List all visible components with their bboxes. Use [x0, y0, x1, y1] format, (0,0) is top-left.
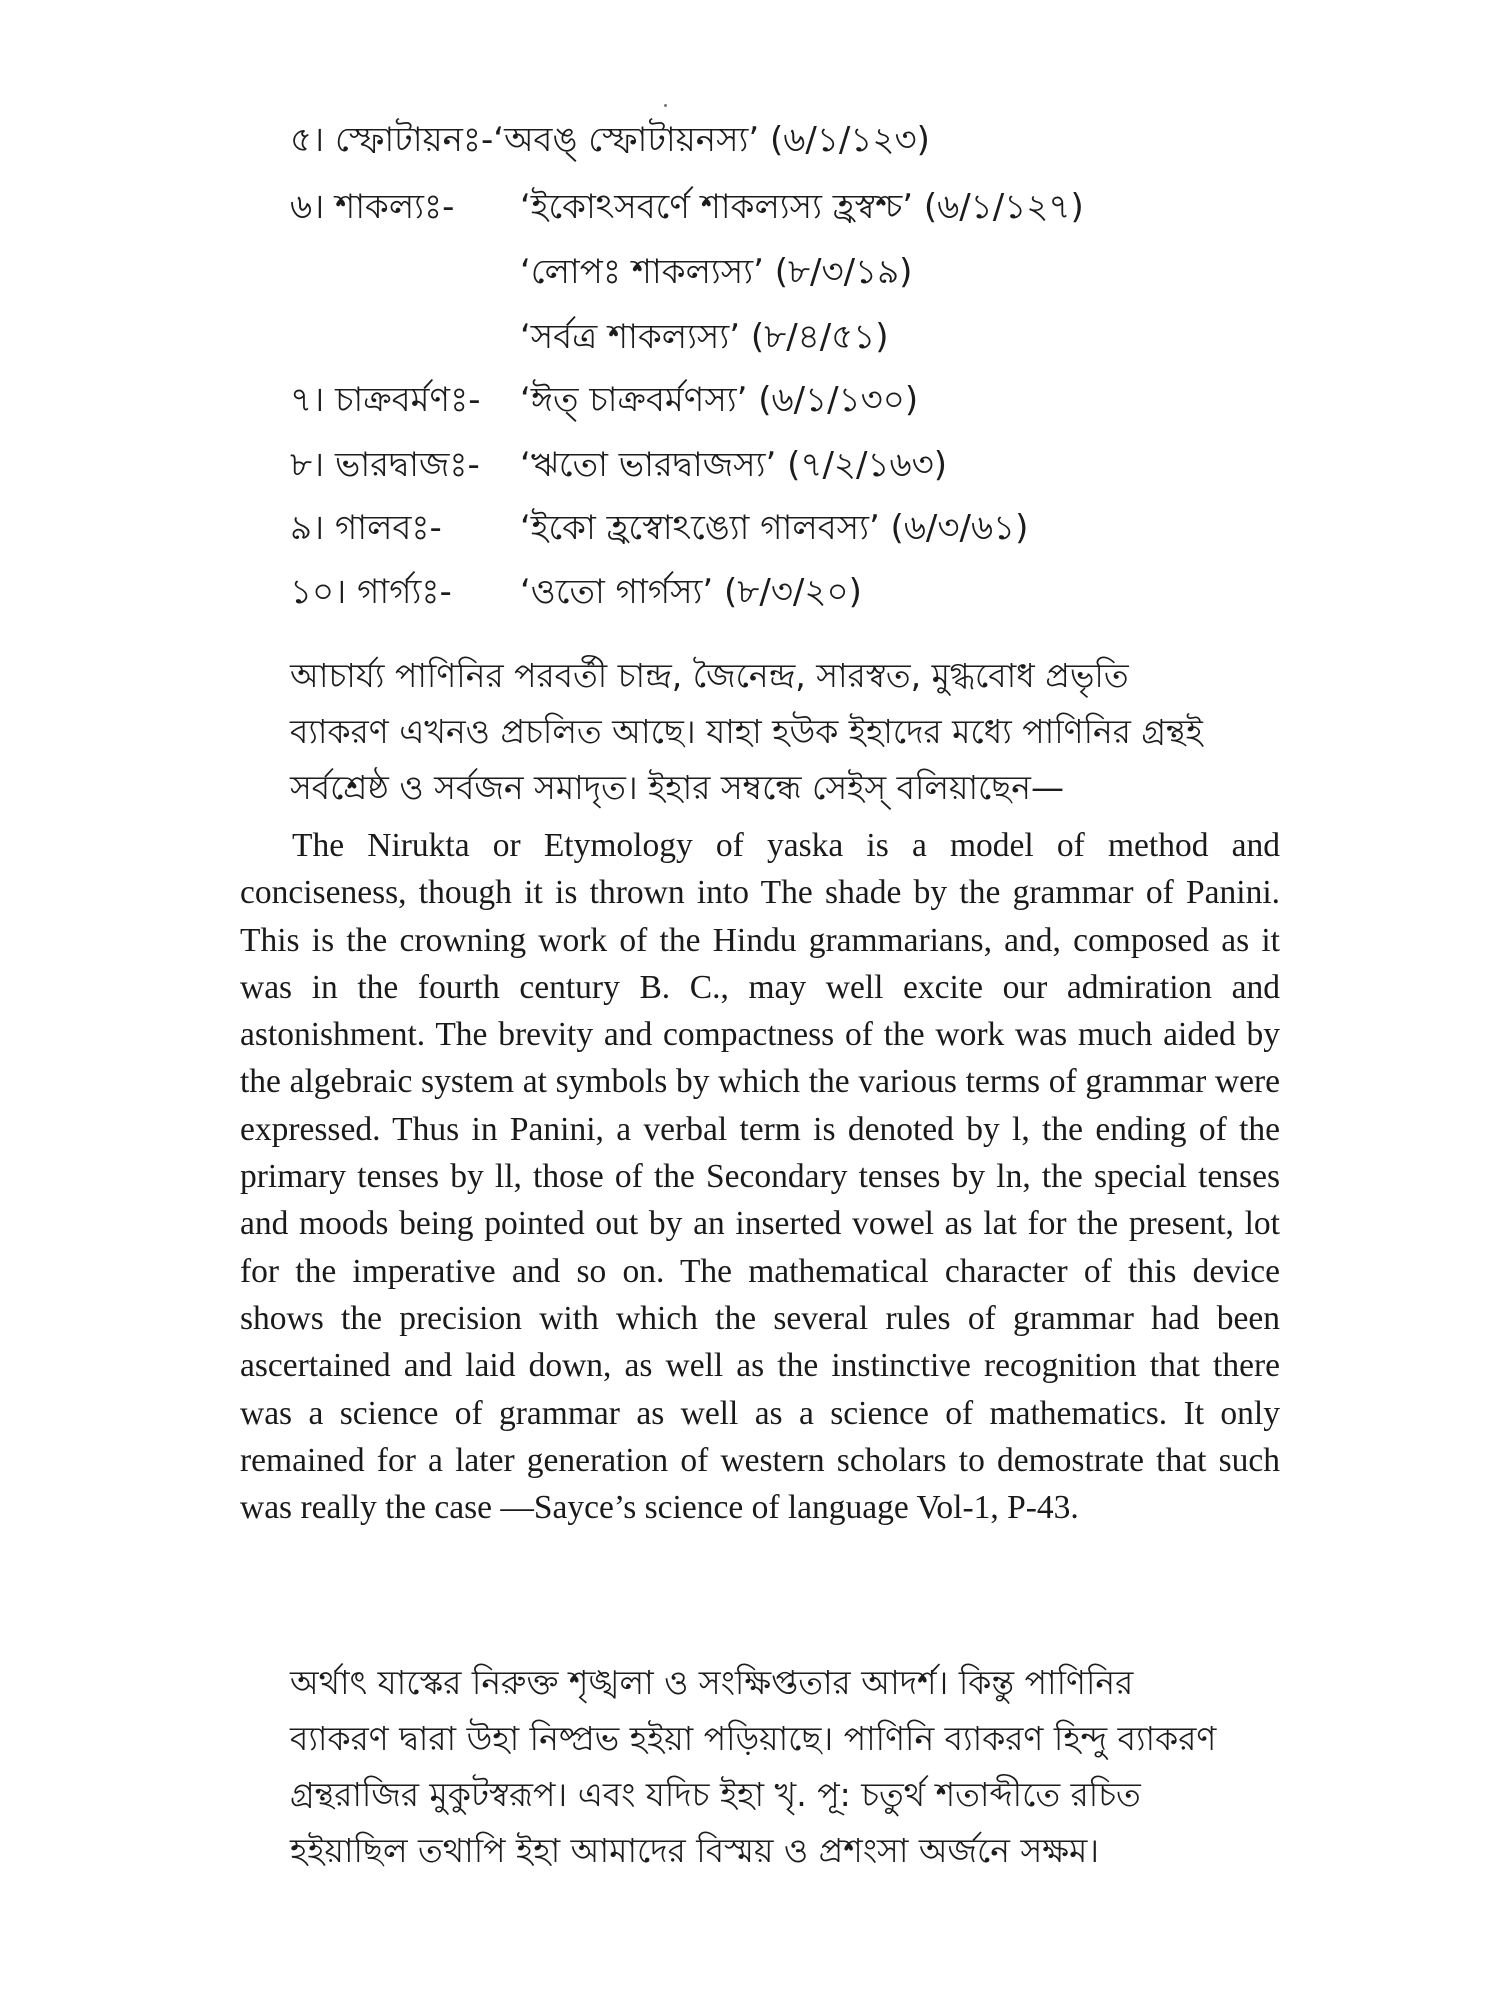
list-item — [520, 250, 912, 294]
bengali-paragraph-translation — [290, 1655, 1280, 1879]
grammarian-label: ৮। ভারদ্বাজঃ- — [290, 445, 480, 485]
english-quotation: The Nirukta or Etymology of yaska is a model of method and conciseness, though it is thrown into The shade by the grammar of Panini. This is the crowning work of the Hindu grammarians, and, composed as it was in the fourth century B. C., may well excite our admiration and astonishment. The brevity and compactness of the work was much aided by the algebraic system at symbols by which the various terms of grammar were expressed. Thus in Panini, a verbal term is denoted by l, the ending of the primary tenses by ll, those of the Secondary tenses by ln, the special tenses and moods being pointed out by an inserted vowel as lat for the present, lot for the imperative and so on. The mathematical character of this device shows the precision with which the several rules of grammar had been ascertained and laid down, as well as the instinctive recognition that there was a science of grammar as well as a science of mathematics. It only remained for a later generation of western scholars to demostrate that such was really the case —Sayce’s science of language Vol-1, P-43. — [240, 827, 1280, 1527]
rule-citation: ‘অবঙ্ স্ফোটায়নস্য’ (৬/১/১২৩) — [493, 120, 930, 160]
bengali-paragraph-intro — [290, 648, 1280, 816]
paragraph-line: সর্বশ্রেষ্ঠ ও সর্বজন সমাদৃত। ইহার সম্বন্ধে সেইস্ বলিয়াছেন— — [290, 768, 1064, 807]
paragraph-line: হইয়াছিল তথাপি ইহা আমাদের বিস্ময় ও প্রশংসা অর্জনে সক্ষম। — [290, 1831, 1100, 1870]
list-item — [290, 118, 930, 162]
paragraph-line: গ্রন্থরাজির মুকুটস্বরূপ। এবং যদিচ ইহা খৃ. পূ: চতুর্থ শতাব্দীতে রচিত — [290, 1775, 1141, 1814]
grammarian-label: ১০। গার্গ্যঃ- — [290, 572, 452, 612]
grammarian-label: ৬। শাকল্যঃ- — [290, 187, 455, 227]
grammarian-label: ৫। স্ফোটায়নঃ- — [290, 120, 494, 160]
list-item — [290, 506, 1028, 550]
rule-citation: ‘ইকোঽসবর্ণে শাকল্যস্য হ্রস্বশ্চ’ (৬/১/১২৭) — [520, 187, 1084, 227]
rule-citation: ‘সর্বত্র শাকল্যস্য’ (৮/৪/৫১) — [520, 317, 889, 357]
paragraph-line: ব্যাকরণ দ্বারা উহা নিষ্প্রভ হইয়া পড়িয়াছে। পাণিনি ব্যাকরণ হিন্দু ব্যাকরণ — [290, 1719, 1217, 1758]
paragraph-line: আচার্য্য পাণিনির পরবর্তী চান্দ্র, জৈনেন্দ্র, সারস্বত, মুগ্ধবোধ প্রভৃতি — [290, 656, 1129, 695]
scan-speck — [664, 104, 667, 107]
rule-citation: ‘ঈত্ চাক্রবর্মণস্য’ (৬/১/১৩০) — [520, 380, 919, 420]
rule-citation: ‘লোপঃ শাকল্যস্য’ (৮/৩/১৯) — [520, 252, 913, 292]
rule-citation: ‘ওতো গার্গস্য’ (৮/৩/২০) — [520, 572, 862, 612]
list-item — [290, 443, 947, 487]
list-item — [290, 570, 862, 614]
paragraph-line: ব্যাকরণ এখনও প্রচলিত আছে। যাহা হউক ইহাদের মধ্যে পাণিনির গ্রন্থই — [290, 712, 1203, 751]
rule-citation: ‘ঋতো ভারদ্বাজস্য’ (৭/২/১৬৩) — [520, 445, 948, 485]
grammarian-label: ৯। গালবঃ- — [290, 508, 442, 548]
list-item — [290, 378, 918, 422]
paragraph-line: অর্থাৎ যাস্কের নিরুক্ত শৃঙ্খলা ও সংক্ষিপ্ততার আদর্শ। কিন্তু পাণিনির — [290, 1663, 1134, 1702]
rule-citation: ‘ইকো হ্রস্বোঽঙ্যো গালবস্য’ (৬/৩/৬১) — [520, 508, 1029, 548]
list-item — [290, 185, 1084, 229]
grammarian-label: ৭। চাক্রবর্মণঃ- — [290, 380, 481, 420]
list-item — [520, 315, 889, 359]
